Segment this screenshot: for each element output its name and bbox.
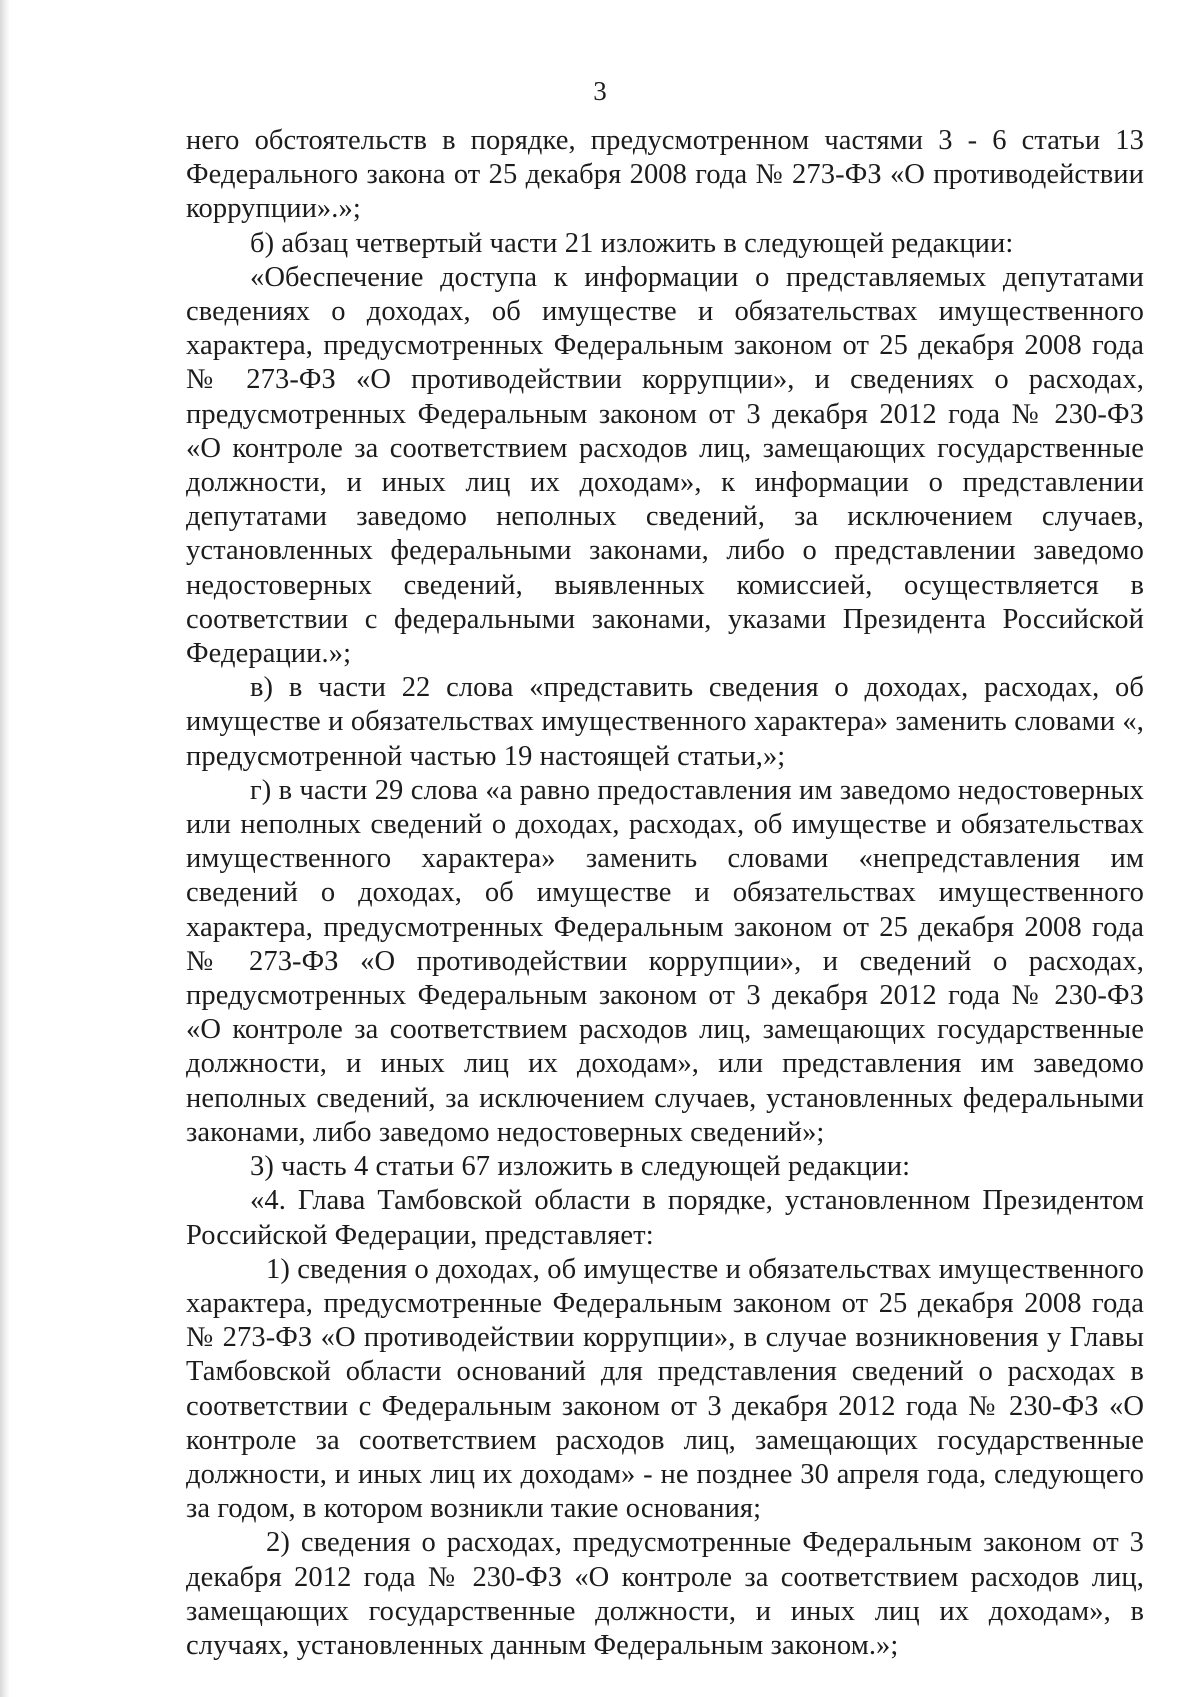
- paragraph-continuation: него обстоятельств в порядке, предусмотренном частями 3 - 6 статьи 13 Федерального закона от 25 декабря 2008 года № 273-ФЗ «О противодействии коррупции».»;: [186, 125, 1144, 225]
- document-body: [186, 124, 1144, 1663]
- paragraph-item-3: 3) часть 4 статьи 67 изложить в следующей редакции:: [250, 1151, 911, 1183]
- paragraph-item-v: в) в части 22 слова «представить сведения о доходах, расходах, об имуществе и обязательствах имущественного характера» заменить словами «, предусмотренной частью 19 настоящей статьи,»;: [186, 672, 1144, 772]
- page-number: 3: [593, 76, 607, 106]
- scan-edge-shadow: [0, 0, 10, 1697]
- paragraph-subitem-1: 1) сведения о доходах, об имуществе и обязательствах имущественного характера, предусмотренные Федеральным законом от 25 декабря 2008 года № 273-ФЗ «О противодействии коррупции», в случае возникновения у Главы Тамбовской области оснований для представления сведений о расходах в соответствии с Федеральным законом от 3 декабря 2012 года № 230-ФЗ «О контроле за соответствием расходов лиц, замещающих государственные должности, и иных лиц их доходам» - не позднее 30 апреля года, следующего за годом, в котором возникли такие основания;: [186, 1253, 1144, 1525]
- paragraph-subitem-2: 2) сведения о расходах, предусмотренные Федеральным законом от 3 декабря 2012 года № 230-ФЗ «О контроле за соответствием расходов лиц, замещающих государственные должности, и иных лиц их доходам», в случаях, установленных данным Федеральным законом.»;: [186, 1527, 1144, 1661]
- paragraph-item-b: б) абзац четвертый части 21 изложить в следующей редакции:: [250, 227, 1014, 259]
- paragraph-item-g: г) в части 29 слова «а равно предоставления им заведомо недостоверных или неполных сведений о доходах, расходах, об имуществе и обязательствах имущественного характера» заменить словами «непредставления им сведений о доходах, об имуществе и обязательствах имущественного характера, предусмотренных Федеральным законом от 25 декабря 2008 года № 273-ФЗ «О противодействии коррупции», и сведений о расходах, предусмотренных Федеральным законом от 3 декабря 2012 года № 230-ФЗ «О контроле за соответствием расходов лиц, замещающих государственные должности, и иных лиц их доходам», или представления им заведомо неполных сведений, за исключением случаев, установленных федеральными законами, либо заведомо недостоверных сведений»;: [186, 774, 1144, 1148]
- paragraph-quoted-access-info: «Обеспечение доступа к информации о представляемых депутатами сведениях о доходах, об имуществе и обязательствах имущественного характера, предусмотренных Федеральным законом от 25 декабря 2008 года № 273-ФЗ «О противодействии коррупции», и сведениях о расходах, предусмотренных Федеральным законом от 3 декабря 2012 года № 230-ФЗ «О контроле за соответствием расходов лиц, замещающих государственные должности, и иных лиц их доходам», к информации о представлении депутатами заведомо неполных сведений, за исключением случаев, установленных федеральными законами, либо о представлении заведомо недостоверных сведений, выявленных комиссией, осуществляется в соответствии с федеральными законами, указами Президента Российской Федерации.»;: [186, 261, 1144, 670]
- paragraph-quoted-part-4: «4. Глава Тамбовской области в порядке, установленном Президентом Российской Федерации, представляет:: [186, 1185, 1144, 1251]
